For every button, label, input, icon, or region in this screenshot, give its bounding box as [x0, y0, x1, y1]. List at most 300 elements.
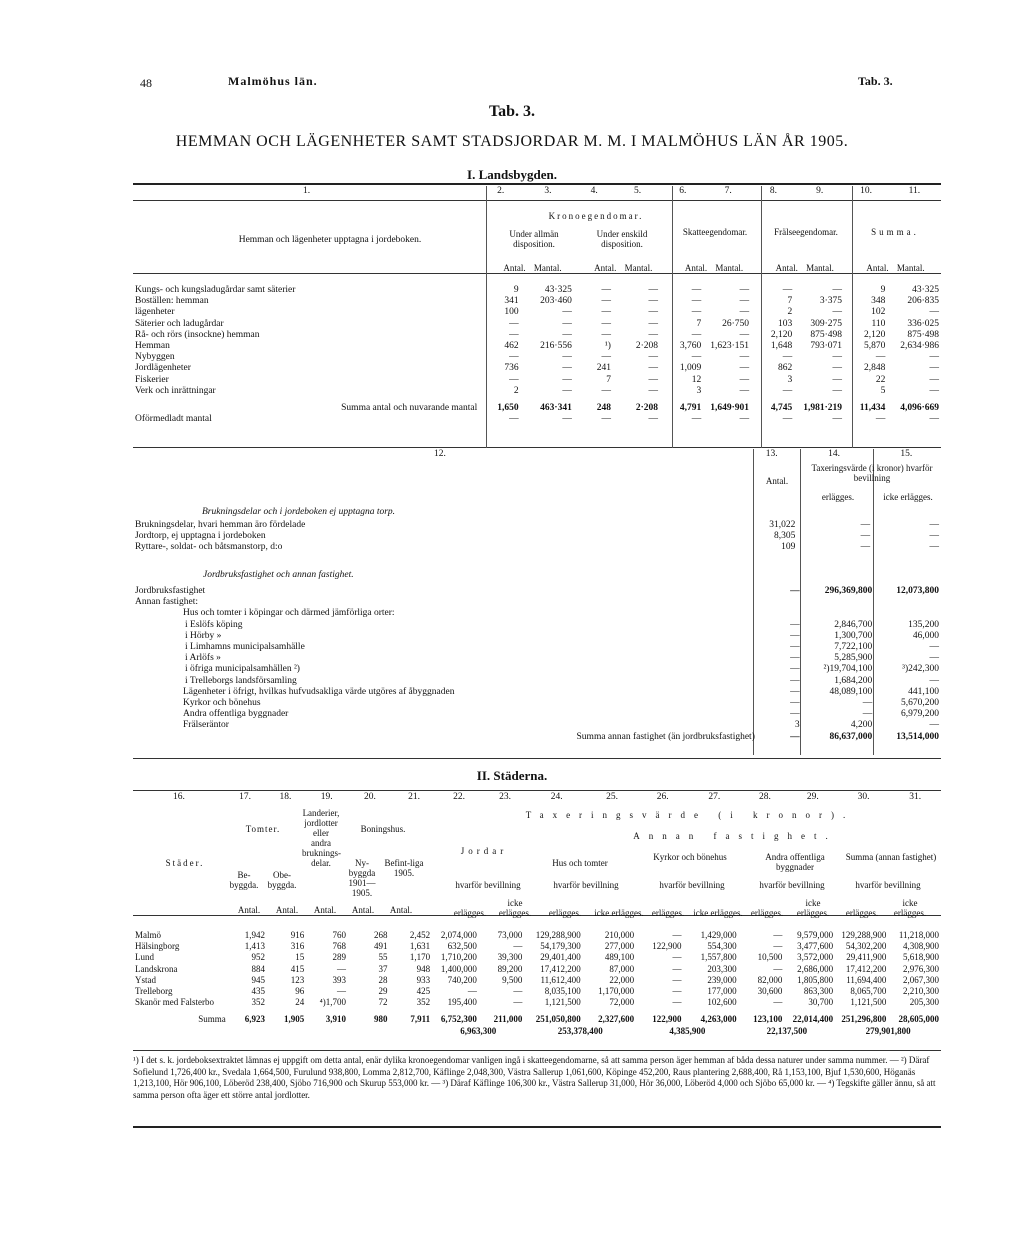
- staderna-table: [133, 930, 941, 1037]
- cell: 2,848: [864, 363, 886, 374]
- antal-label: Antal.: [237, 905, 261, 915]
- jordar-header: Jordar: [460, 846, 508, 856]
- cell: 48,089,100: [829, 686, 873, 697]
- cell: 11,612,400: [540, 974, 581, 985]
- cell: 43·325: [912, 285, 939, 295]
- cell: —: [790, 664, 800, 675]
- cell: 875·498: [907, 329, 939, 340]
- cell: 1,557,800: [700, 952, 737, 963]
- antal-header: Antal.: [765, 476, 789, 486]
- cell: 2,686,000: [797, 963, 834, 974]
- cell: 768: [332, 941, 347, 952]
- under-enskild-header: Under enskild disposition.: [596, 229, 648, 249]
- cell: ⁴)1,700: [319, 997, 347, 1008]
- cell: 28: [378, 974, 388, 985]
- cell: 73,000: [497, 930, 523, 940]
- cell: —: [601, 307, 611, 318]
- cell: —: [562, 363, 572, 374]
- cell: 31,022: [769, 520, 796, 530]
- cell: 4,200: [850, 720, 873, 731]
- row-label: Malmö: [135, 930, 161, 940]
- summa-row: [133, 1014, 941, 1025]
- table-row: [133, 597, 941, 608]
- cell: 43·325: [544, 285, 572, 295]
- cell: —: [601, 385, 611, 396]
- cell: 863,300: [803, 986, 834, 997]
- cell: 862: [778, 363, 793, 374]
- col-number: 18.: [279, 792, 292, 802]
- cell: 3: [787, 374, 793, 385]
- cell: 1,981·219: [803, 403, 842, 414]
- row-label: i Arlöfs »: [185, 653, 221, 664]
- summa-total: 6,963,300: [460, 1025, 497, 1036]
- cell: —: [832, 352, 842, 363]
- cell: 2,074,000: [440, 930, 477, 940]
- table-row: [133, 964, 941, 975]
- cell: 129,288,900: [535, 930, 581, 940]
- cell: —: [860, 531, 871, 542]
- table-number: Tab. 3.: [488, 103, 536, 120]
- cell: —: [739, 385, 750, 396]
- row-label: Skanör med Falsterbo: [135, 997, 214, 1008]
- cell: 203,300: [707, 963, 737, 974]
- cell: 26·750: [722, 318, 750, 329]
- cell: —: [648, 307, 659, 318]
- cell: 24: [295, 997, 305, 1008]
- col-number: 25.: [606, 792, 618, 802]
- cell: 5: [880, 385, 886, 396]
- cell: 352: [251, 997, 265, 1008]
- row-label: Nybyggen: [135, 352, 175, 363]
- row-label: Brukningsdelar, hvari hemman äro fördelade: [135, 520, 306, 530]
- cell: 3: [794, 720, 800, 731]
- cell: 4,263,000: [700, 1014, 737, 1025]
- cell: 2,067,300: [903, 974, 939, 985]
- cell: 239,000: [707, 974, 737, 985]
- cell: —: [773, 930, 783, 940]
- erlagges-label: erlägges.: [750, 908, 784, 918]
- row-label: lägenheter: [135, 307, 175, 318]
- cell: —: [739, 285, 750, 295]
- cell: 251,296,800: [841, 1014, 887, 1025]
- cell: 2,634·986: [900, 341, 939, 352]
- cell: —: [601, 414, 611, 425]
- table-row: [133, 296, 941, 307]
- cell: —: [601, 296, 611, 307]
- annan-fastighet-label: Annan fastighet:: [135, 597, 199, 608]
- cell: —: [509, 352, 519, 363]
- cell: —: [672, 974, 682, 985]
- cell: 8,065,700: [850, 986, 887, 997]
- cell: —: [513, 997, 523, 1008]
- table-row: [133, 732, 941, 743]
- col-number: 24.: [550, 792, 563, 802]
- cell: 241: [596, 363, 611, 374]
- cell: —: [739, 296, 750, 307]
- cell: —: [691, 352, 702, 363]
- cell: —: [601, 352, 611, 363]
- cell: 8,305: [774, 531, 796, 542]
- cell: —: [467, 986, 477, 997]
- cell: 554,300: [707, 941, 737, 952]
- table-row: [133, 341, 941, 352]
- cell: —: [562, 329, 572, 340]
- cell: —: [790, 642, 800, 653]
- cell: 1,121,500: [850, 997, 887, 1008]
- cell: —: [773, 963, 783, 974]
- col-number: 16.: [173, 792, 185, 802]
- cell: 122,900: [652, 1014, 682, 1025]
- cell: 103: [778, 318, 793, 329]
- cell: 46,000: [912, 630, 939, 641]
- row-label: Boställen: hemman: [135, 296, 209, 307]
- row-label: Ryttare-, soldat- och båtsmanstorp, d:o: [135, 542, 283, 553]
- cell: —: [739, 352, 750, 363]
- antal-label: Antal.: [351, 905, 375, 915]
- cell: —: [862, 698, 873, 709]
- col-number: 11.: [908, 186, 921, 196]
- cell: 135,200: [908, 619, 939, 630]
- row-label: i Trelleborgs landsförsamling: [185, 675, 297, 686]
- col-number: 14.: [828, 449, 841, 459]
- cell: 2,452: [409, 930, 431, 940]
- row-label: Fiskerier: [135, 374, 169, 385]
- cell: —: [832, 414, 842, 425]
- cell: 1,942: [244, 930, 265, 940]
- col-number: 21.: [408, 792, 420, 802]
- cell: 2: [787, 307, 793, 318]
- erlagges-row: [440, 898, 940, 918]
- table-row: [133, 363, 941, 374]
- cell: —: [929, 675, 939, 686]
- cell: 916: [290, 930, 305, 940]
- section-title-landsbygden: I. Landsbygden.: [467, 167, 557, 182]
- cell: 86,637,000: [829, 731, 873, 742]
- cell: 1,413: [244, 941, 265, 952]
- cell: 268: [374, 930, 388, 940]
- cell: —: [739, 414, 750, 425]
- col-number: 17.: [239, 792, 252, 802]
- cell: 1,650: [497, 403, 519, 414]
- row-label: Hälsingborg: [135, 941, 180, 952]
- cell: 2: [513, 385, 519, 396]
- icke-label: icke erlägges.: [693, 908, 743, 918]
- kronoegendomar-header: Kronoegendomar.: [548, 211, 644, 221]
- col-number: 5.: [634, 186, 642, 196]
- cell: 89,200: [497, 963, 523, 974]
- row-label: i Hörby »: [185, 630, 222, 641]
- cell: 109: [781, 542, 796, 553]
- cell: —: [648, 352, 659, 363]
- cell: —: [832, 285, 842, 295]
- row-label: Jordlägenheter: [135, 363, 191, 374]
- cell: —: [929, 414, 939, 425]
- col-number: 22.: [453, 792, 465, 802]
- cell: —: [860, 520, 871, 530]
- cell: —: [562, 318, 572, 329]
- summa-total: 279,901,800: [865, 1025, 911, 1036]
- page-number: 48: [140, 76, 152, 90]
- cell: —: [562, 352, 572, 363]
- col-number: 28.: [759, 792, 771, 802]
- cell: 13,514,000: [896, 731, 939, 742]
- cell: —: [790, 731, 800, 742]
- row-label: Kungs- och kungsladugårdar samt säterier: [135, 285, 296, 295]
- row-label: Andra offentliga byggnader: [183, 709, 289, 720]
- cell: 2,327,600: [598, 1014, 635, 1025]
- table-row: [133, 952, 941, 963]
- cell: 7: [696, 318, 702, 329]
- nybyggda-header: Ny-byggda 1901—1905.: [348, 858, 376, 898]
- cell: 3,760: [679, 341, 702, 352]
- cell: 875·498: [810, 329, 842, 340]
- section-title-staderna: II. Städerna.: [476, 768, 548, 783]
- cell: 9,500: [502, 974, 523, 985]
- cell: —: [929, 653, 939, 664]
- cell: 1,429,000: [700, 930, 737, 940]
- table-row: [133, 414, 941, 425]
- cell: 30,700: [808, 997, 834, 1008]
- table-row: [133, 676, 941, 687]
- cell: 54,179,300: [540, 941, 581, 952]
- cell: 82,000: [757, 974, 783, 985]
- cell: —: [929, 520, 939, 530]
- cell: 980: [374, 1014, 388, 1025]
- hvarfor-label: hvarför bevillning: [759, 880, 825, 890]
- cell: 2,210,300: [903, 986, 939, 997]
- cell: 102,600: [707, 997, 737, 1008]
- cell: 463·341: [540, 403, 572, 414]
- fralseegendomar-header: Frälseegendomar.: [774, 227, 838, 237]
- col-number: 2.: [497, 186, 505, 196]
- cell: —: [562, 374, 572, 385]
- row-label: Jordtorp, ej upptagna i jordeboken: [135, 531, 266, 542]
- brukningsdelar-subtitle: Brukningsdelar och i jordeboken ej upptagna torp.: [202, 507, 396, 517]
- cell: 177,000: [707, 986, 737, 997]
- cell: —: [832, 374, 842, 385]
- cell: 1,400,000: [440, 963, 477, 974]
- mantal-label: Mantal.: [896, 263, 925, 273]
- row-label: Summa annan fastighet (än jordbruksfastighet): [576, 731, 755, 742]
- cell: —: [562, 385, 572, 396]
- row-label: Frälseräntor: [183, 720, 229, 731]
- cell: 289: [332, 952, 347, 963]
- cell: 195,400: [447, 997, 477, 1008]
- cell: 948: [416, 963, 431, 974]
- cell: —: [601, 318, 611, 329]
- jordbruk-subtitle: Jordbruksfastighet och annan fastighet.: [203, 570, 354, 580]
- taxeringsvarde-header: Taxeringsvärde (i kronor).: [525, 810, 855, 820]
- cell: 1,905: [283, 1014, 305, 1025]
- cell: —: [832, 307, 842, 318]
- col-number: 23.: [499, 792, 511, 802]
- cell: 96: [295, 986, 305, 997]
- cell: —: [513, 986, 523, 997]
- running-title: Malmöhus län.: [228, 74, 318, 88]
- cell: —: [875, 352, 886, 363]
- cell: 251,050,800: [535, 1014, 581, 1025]
- cell: —: [691, 285, 702, 295]
- cell: 6,752,300: [440, 1014, 477, 1025]
- cell: 632,500: [447, 941, 477, 952]
- cell: —: [929, 720, 939, 731]
- cell: —: [691, 307, 702, 318]
- cell: 8,035,100: [544, 986, 581, 997]
- page-title: HEMMAN OCH LÄGENHETER SAMT STADSJORDAR M. M. I MALMÖHUS LÄN ÅR 1905.: [175, 133, 849, 150]
- cell: 1,009: [679, 363, 702, 374]
- cell: 736: [504, 363, 519, 374]
- cell: 740,200: [447, 974, 477, 985]
- table-row: [133, 319, 941, 330]
- erlagges-label: erlägges.: [548, 908, 582, 918]
- col-number: 3.: [544, 186, 552, 196]
- cell: —: [929, 531, 939, 542]
- cell: 945: [251, 974, 265, 985]
- cell: 425: [416, 986, 431, 997]
- cell: 4,791: [679, 403, 702, 414]
- cell: —: [782, 352, 793, 363]
- annan-fastighet-header: Annan fastighet.: [633, 831, 837, 841]
- cell: 29,411,900: [846, 952, 887, 963]
- col-number: 29.: [806, 792, 819, 802]
- table-row: [133, 698, 941, 709]
- cell: 2,120: [770, 329, 793, 340]
- row-label: i Eslöfs köping: [185, 619, 243, 630]
- table-row: [133, 997, 941, 1008]
- cell: 3,572,000: [797, 952, 834, 963]
- landsbygden-table: [133, 285, 941, 425]
- mantal-label: Mantal.: [533, 263, 562, 273]
- fastighet-table: [133, 586, 941, 743]
- table-row: [133, 586, 941, 597]
- table-row: [133, 330, 941, 341]
- mantal-label: Mantal.: [624, 263, 653, 273]
- cell: 12: [691, 374, 702, 385]
- cell: 9,579,000: [797, 930, 834, 940]
- cell: 352: [416, 997, 431, 1008]
- col-number: 13.: [765, 449, 778, 459]
- antal-label: Antal.: [313, 905, 337, 915]
- erlagges-label: erlägges.: [845, 908, 879, 918]
- cell: —: [875, 414, 886, 425]
- summa-total: 22,137,500: [766, 1025, 808, 1036]
- cell: 2·208: [635, 341, 659, 352]
- cell: —: [929, 374, 939, 385]
- cell: 2·208: [635, 403, 659, 414]
- cell: 9: [880, 285, 886, 295]
- cell: 5,285,900: [834, 653, 873, 664]
- summa-annan-header: Summa (annan fastighet): [845, 852, 937, 862]
- table-row: [133, 386, 941, 397]
- cell: 2,846,700: [834, 619, 873, 630]
- cell: —: [562, 414, 572, 425]
- col-number: 20.: [363, 792, 376, 802]
- cell: 952: [251, 952, 265, 963]
- stader-header: Städer.: [165, 858, 205, 868]
- cell: 55: [378, 952, 388, 963]
- cell: —: [929, 307, 939, 318]
- antal-row: [226, 905, 424, 915]
- cell: —: [739, 307, 750, 318]
- cell: 5,870: [864, 341, 886, 352]
- cell: 29,401,400: [540, 952, 581, 963]
- cell: —: [672, 952, 682, 963]
- table-row: [133, 620, 941, 631]
- cell: ¹): [604, 341, 611, 352]
- cell: 1,649·901: [710, 403, 750, 414]
- row-label: Summa: [198, 1014, 226, 1025]
- cell: 348: [871, 296, 886, 307]
- boningshus-header: Boningshus.: [360, 824, 406, 834]
- skatteegendomar-header: Skatteegendomar.: [682, 227, 748, 237]
- col-number: 9.: [816, 186, 824, 196]
- landsbygden-b-header: [133, 449, 941, 460]
- cell: —: [513, 941, 523, 952]
- cell: —: [782, 285, 793, 295]
- cell: 30,600: [757, 986, 783, 997]
- cell: 3: [696, 385, 702, 396]
- cell: —: [648, 318, 659, 329]
- hus-tomter-label: Hus och tomter i köpingar och därmed jämförliga orter:: [183, 608, 395, 619]
- cell: 2,976,300: [903, 963, 939, 974]
- cell: —: [782, 414, 793, 425]
- landerier-header: Landerier, jordlotter eller andra bruknings-delar.: [302, 808, 341, 868]
- cell: 2,120: [864, 329, 886, 340]
- bebyggda-header: Be-byggda.: [229, 870, 259, 890]
- cell: —: [562, 307, 572, 318]
- brukningsdelar-table: [133, 520, 941, 554]
- cell: —: [601, 285, 611, 295]
- cell: 11,434: [859, 403, 886, 414]
- row-label: Ystad: [135, 974, 156, 985]
- col-number: 31.: [909, 792, 922, 802]
- cell: —: [648, 329, 659, 340]
- row-label: Trelleborg: [135, 986, 173, 997]
- table-row: [133, 285, 941, 296]
- cell: —: [790, 675, 800, 686]
- cell: —: [337, 963, 347, 974]
- cell: —: [739, 363, 750, 374]
- hvarfor-label: hvarför bevillning: [855, 880, 921, 890]
- antal-label: Antal.: [594, 263, 617, 273]
- row-label: Jordbruksfastighet: [135, 586, 206, 596]
- cell: 22,014,400: [792, 1014, 834, 1025]
- cell: 1,170: [409, 952, 431, 963]
- cell: —: [790, 630, 800, 641]
- cell: —: [672, 997, 682, 1008]
- cell: —: [509, 414, 519, 425]
- staderna-col-numbers: [133, 792, 941, 803]
- cell: —: [672, 986, 682, 997]
- col-number: 8.: [769, 186, 777, 196]
- table-row: [133, 709, 941, 720]
- cell: 28,605,000: [898, 1014, 939, 1025]
- cell: 415: [290, 963, 305, 974]
- antal-label: Antal.: [866, 263, 889, 273]
- cell: 316: [290, 941, 305, 952]
- antal-label: Antal.: [389, 905, 413, 915]
- cell: 9: [513, 285, 519, 295]
- antal-mantal-header: [486, 263, 942, 273]
- cell: 22,000: [609, 974, 635, 985]
- row-label: Oförmedladt mantal: [135, 414, 212, 425]
- col-number: 12.: [434, 449, 446, 459]
- row-label: Hemman: [135, 341, 170, 352]
- mantal-label: Mantal.: [806, 263, 834, 273]
- cell: —: [672, 930, 682, 940]
- hvarfor-row: [440, 880, 940, 890]
- table-row: [133, 975, 941, 986]
